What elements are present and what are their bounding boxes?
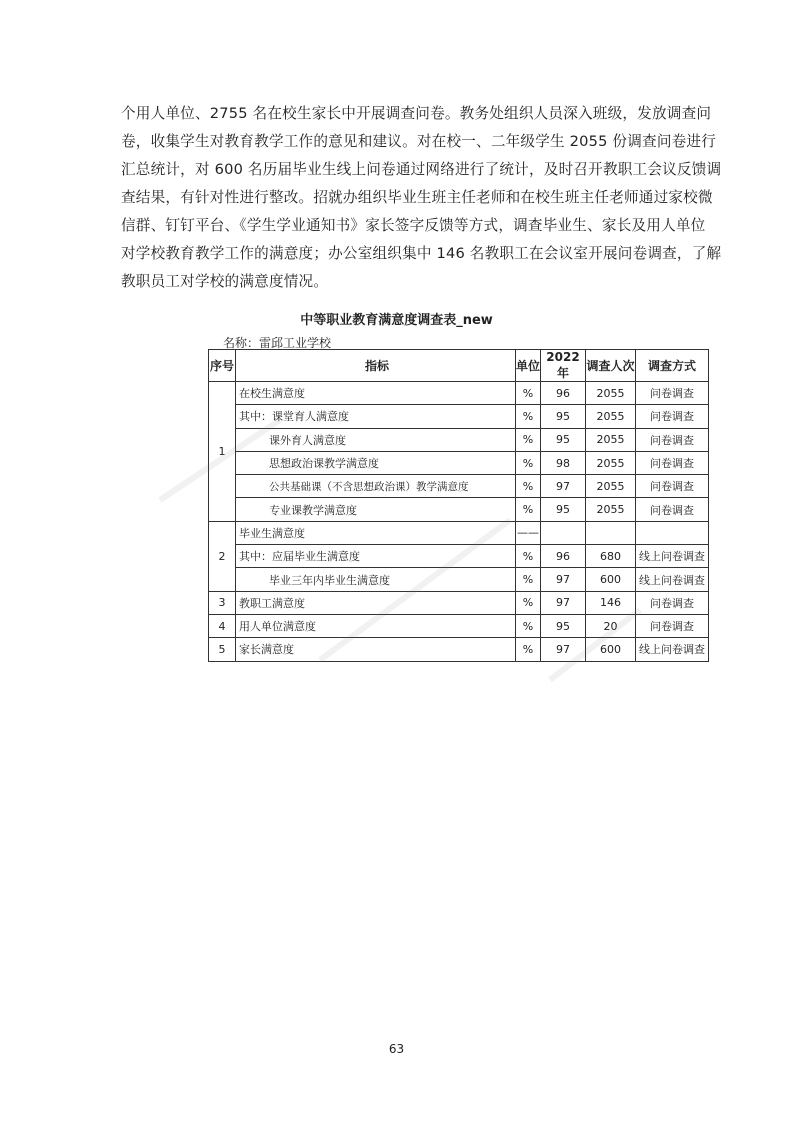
table-row	[209, 428, 709, 451]
table-row	[209, 614, 709, 637]
row-unit: %	[516, 568, 541, 591]
row-method: 问卷调查	[636, 614, 709, 637]
row-value: 98	[541, 451, 586, 474]
row-value: 97	[541, 591, 586, 614]
row-indicator: 专业课教学满意度	[236, 498, 516, 521]
row-method: 问卷调查	[636, 405, 709, 428]
row-no: 4	[209, 614, 236, 637]
row-count: 2055	[586, 451, 636, 474]
row-indicator: 用人单位满意度	[236, 614, 516, 637]
paragraph-line: 信群、钉钉平台、《学生学业通知书》家长签字反馈等方式，调查毕业生、家长及用人单位	[121, 217, 706, 234]
table-title: 中等职业教育满意度调查表_new	[300, 313, 493, 328]
paragraph-line: 教职员工对学校的满意度情况。	[121, 273, 329, 290]
table-row	[209, 498, 709, 521]
row-no: 1	[209, 382, 236, 522]
row-value: 97	[541, 475, 586, 498]
row-unit: %	[516, 638, 541, 661]
row-count: 2055	[586, 382, 636, 405]
row-unit: ——	[516, 521, 541, 544]
row-count: 680	[586, 545, 636, 568]
paragraph-line: 个用人单位、2755 名在校生家长中开展调查问卷。教务处组织人员深入班级，发放调查问	[121, 105, 712, 122]
row-count: 146	[586, 591, 636, 614]
table-row	[209, 638, 709, 661]
table-header-row	[209, 350, 709, 382]
table-row	[209, 591, 709, 614]
row-unit: %	[516, 475, 541, 498]
row-value: 95	[541, 405, 586, 428]
row-indicator: 思想政治课教学满意度	[236, 451, 516, 474]
row-count: 2055	[586, 428, 636, 451]
header-indicator: 指标	[236, 350, 516, 382]
page-number: 63	[388, 1042, 405, 1056]
table-row	[209, 545, 709, 568]
satisfaction-table	[208, 349, 709, 662]
table-row	[209, 451, 709, 474]
row-count: 2055	[586, 475, 636, 498]
row-indicator: 其中：应届毕业生满意度	[236, 545, 516, 568]
row-unit: %	[516, 498, 541, 521]
row-method: 问卷调查	[636, 498, 709, 521]
row-count: 20	[586, 614, 636, 637]
row-value	[541, 521, 586, 544]
row-no: 3	[209, 591, 236, 614]
paragraph-line: 对学校教育教学工作的满意度；办公室组织集中 146 名教职工在会议室开展问卷调查，了解	[121, 245, 722, 262]
row-indicator: 课外育人满意度	[236, 428, 516, 451]
header-count: 调查人次	[586, 350, 636, 382]
row-value: 95	[541, 428, 586, 451]
row-count: 2055	[586, 498, 636, 521]
header-no: 序号	[209, 350, 236, 382]
row-unit: %	[516, 451, 541, 474]
row-no: 5	[209, 638, 236, 661]
row-method: 线上问卷调查	[636, 638, 709, 661]
row-unit: %	[516, 545, 541, 568]
row-method: 问卷调查	[636, 591, 709, 614]
row-count: 600	[586, 638, 636, 661]
row-indicator: 公共基础课（不含思想政治课）教学满意度	[236, 475, 516, 498]
row-count: 2055	[586, 405, 636, 428]
row-unit: %	[516, 382, 541, 405]
row-method: 问卷调查	[636, 451, 709, 474]
paragraph-line: 卷，收集学生对教育教学工作的意见和建议。对在校一、二年级学生 2055 份调查问卷进行	[121, 133, 716, 150]
school-name: 名称：雷邱工业学校	[223, 336, 332, 350]
row-count: 600	[586, 568, 636, 591]
row-indicator: 在校生满意度	[236, 382, 516, 405]
row-value: 96	[541, 382, 586, 405]
table-row	[209, 405, 709, 428]
row-value: 96	[541, 545, 586, 568]
row-method	[636, 521, 709, 544]
row-indicator: 其中：课堂育人满意度	[236, 405, 516, 428]
row-method: 问卷调查	[636, 382, 709, 405]
row-no: 2	[209, 521, 236, 591]
table-row	[209, 382, 709, 405]
row-unit: %	[516, 591, 541, 614]
row-value: 95	[541, 498, 586, 521]
row-method: 问卷调查	[636, 475, 709, 498]
header-year: 2022年	[541, 350, 586, 382]
paragraph-line: 查结果，有针对性进行整改。招就办组织毕业生班主任老师和在校生班主任老师通过家校微	[121, 189, 713, 206]
row-method: 问卷调查	[636, 428, 709, 451]
row-method: 线上问卷调查	[636, 568, 709, 591]
row-method: 线上问卷调查	[636, 545, 709, 568]
row-unit: %	[516, 428, 541, 451]
header-method: 调查方式	[636, 350, 709, 382]
header-unit: 单位	[516, 350, 541, 382]
row-value: 95	[541, 614, 586, 637]
row-count	[586, 521, 636, 544]
row-value: 97	[541, 638, 586, 661]
table-row	[209, 475, 709, 498]
body-paragraph	[121, 100, 722, 296]
table-row	[209, 521, 709, 544]
row-indicator: 教职工满意度	[236, 591, 516, 614]
row-indicator: 毕业生满意度	[236, 521, 516, 544]
row-indicator: 家长满意度	[236, 638, 516, 661]
paragraph-line: 汇总统计，对 600 名历届毕业生线上问卷通过网络进行了统计，及时召开教职工会议反馈调	[121, 161, 722, 178]
row-unit: %	[516, 614, 541, 637]
row-value: 97	[541, 568, 586, 591]
row-indicator: 毕业三年内毕业生满意度	[236, 568, 516, 591]
table-row	[209, 568, 709, 591]
row-unit: %	[516, 405, 541, 428]
